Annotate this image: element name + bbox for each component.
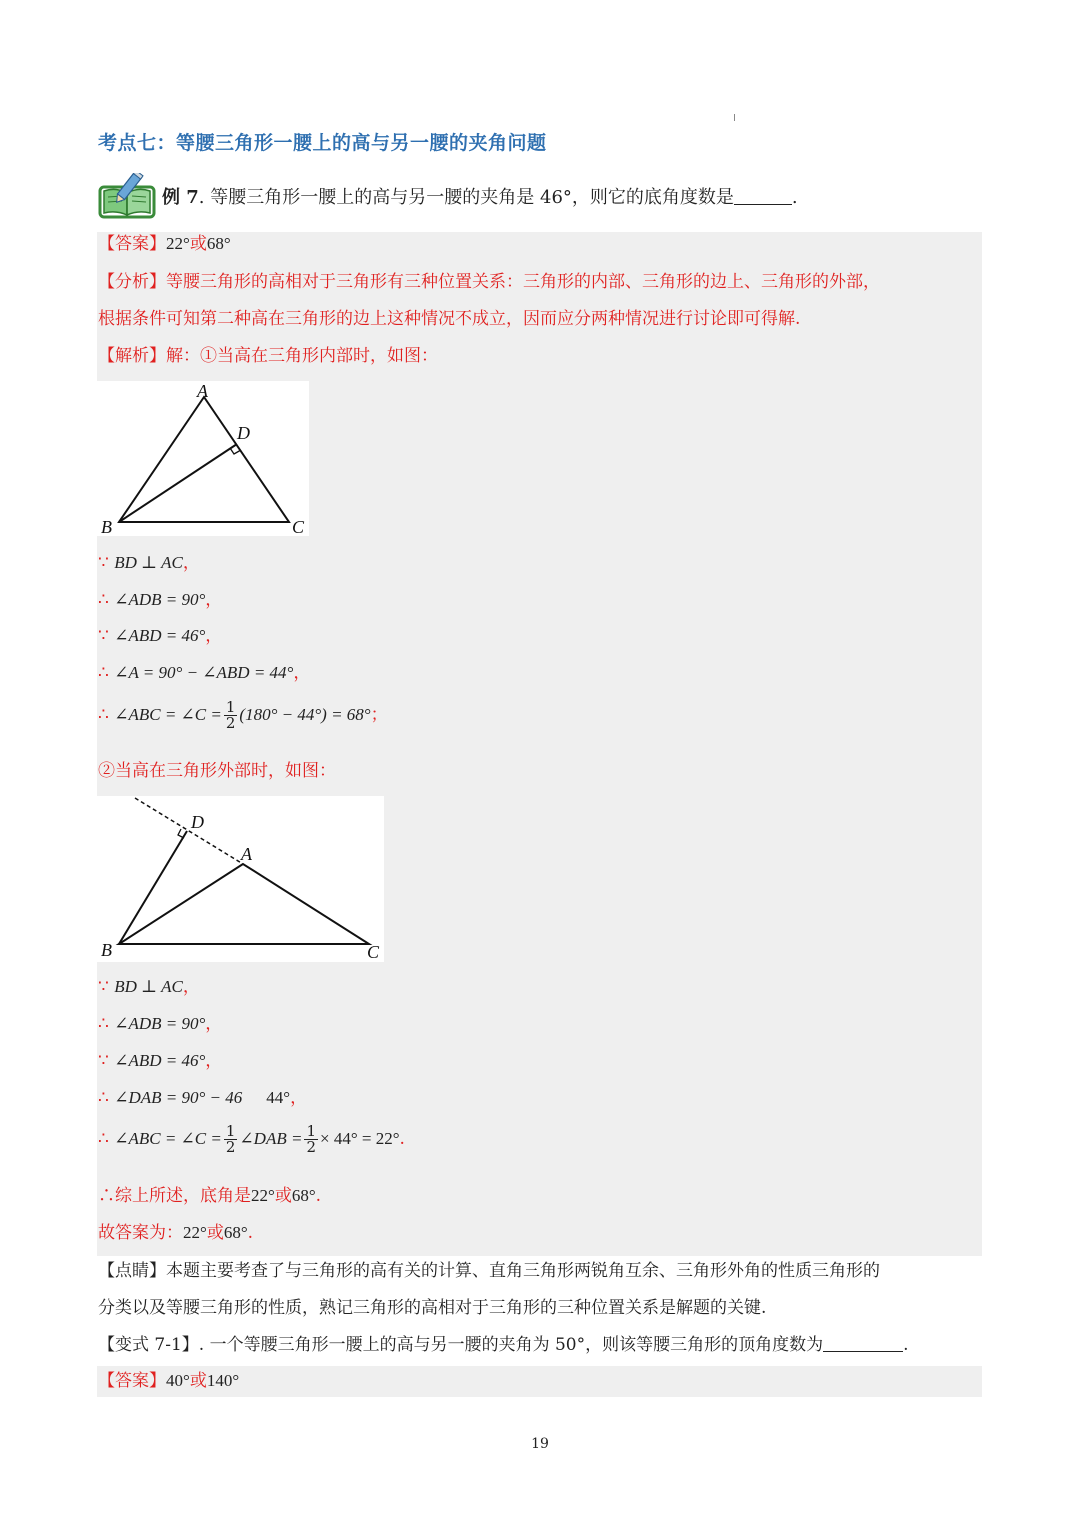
case2-step-1: ∵ BD ⊥ AC， bbox=[98, 977, 200, 997]
figure-2-triangle bbox=[97, 796, 384, 962]
summary-line: ∴综上所述，底角是22°或68°. bbox=[98, 1186, 322, 1206]
comment-line-1: 【点睛】本题主要考查了与三角形的高有关的计算、直角三角形两锐角互余、三角形外角的性质三角形的 bbox=[98, 1261, 880, 1281]
case1-step-1: ∵ BD ⊥ AC， bbox=[98, 553, 200, 573]
figure-1-label-d: D bbox=[237, 423, 250, 443]
variant-question: 【变式 7-1】. 一个等腰三角形一腰上的高与另一腰的夹角为 50°，则该等腰三角形的顶角度数为 . bbox=[98, 1335, 909, 1355]
comment-line-2: 分类以及等腰三角形的性质，熟记三角形的高相对于三角形的三种位置关系是解题的关键. bbox=[98, 1298, 767, 1318]
analysis-line-1 bbox=[98, 270, 880, 294]
case2-step-4: ∴ ∠DAB = 90° − 46 44°， bbox=[98, 1088, 308, 1108]
figure-2-label-a: A bbox=[241, 844, 252, 864]
analysis-text-1: 等腰三角形的高相对于三角形有三种位置关系：三角形的内部、三角形的边上、三角形的外部， bbox=[166, 272, 880, 292]
example-text: 等腰三角形一腰上的高与另一腰的夹角是 46°，则它的底角度数是 bbox=[210, 187, 734, 208]
answer-value-1: 22° bbox=[166, 234, 190, 253]
answer-line: 【答案】22°或68° bbox=[98, 234, 231, 254]
solution-intro-text: 解：①当高在三角形内部时，如图： bbox=[166, 346, 438, 366]
fraction-one-half-a: $\frac{1}{2}$ bbox=[225, 1122, 236, 1156]
solution-tag: 【解析】 bbox=[98, 346, 166, 366]
final-answer-line: 故答案为：22°或68°. bbox=[98, 1223, 254, 1243]
example-label: 例 7 bbox=[162, 187, 199, 208]
section-title: 考点七：等腰三角形一腰上的高与另一腰的夹角问题 bbox=[98, 132, 547, 154]
case1-step-5: ∴ ∠ABC = ∠C = $\frac{1}{2}$ (180° − 44°) = 68°； bbox=[98, 698, 388, 732]
solution-intro bbox=[98, 344, 438, 368]
figure-2-label-c: C bbox=[367, 942, 380, 962]
book-pencil-icon bbox=[98, 173, 158, 219]
variant-answer-line: 【答案】40°或140° bbox=[98, 1371, 240, 1391]
variant-answer-blank bbox=[823, 1333, 903, 1352]
figure-1-label-b: B bbox=[101, 517, 112, 536]
variant-tag: 【变式 7-1】 bbox=[98, 1335, 199, 1355]
figure-2-label-d: D bbox=[191, 812, 204, 832]
analysis-line-2: 根据条件可知第二种高在三角形的边上这种情况不成立，因而应分两种情况进行讨论即可得解. bbox=[98, 309, 801, 329]
comment-tag: 【点睛】 bbox=[98, 1261, 166, 1281]
answer-blank bbox=[734, 186, 792, 205]
answer-value-2: 68° bbox=[206, 234, 231, 253]
case1-step-3: ∵ ∠ABD = 46°， bbox=[98, 626, 223, 646]
case2-step-3: ∵ ∠ABD = 46°， bbox=[98, 1051, 223, 1071]
figure-1-label-a: A bbox=[197, 381, 208, 401]
case1-step-2: ∴ ∠ADB = 90°， bbox=[98, 590, 223, 610]
fraction-one-half: $\frac{1}{2}$ bbox=[225, 698, 236, 732]
answer-tag: 【答案】 bbox=[98, 234, 166, 254]
fraction-one-half-b: $\frac{1}{2}$ bbox=[306, 1122, 316, 1156]
figure-2-label-b: B bbox=[101, 940, 112, 960]
case2-step-5: ∴ ∠ABC = ∠C = $\frac{1}{2}$ ∠DAB = $\frac{1}{2}$ × 44° = 22°. bbox=[98, 1122, 405, 1156]
case2-intro: ②当高在三角形外部时，如图： bbox=[98, 761, 336, 781]
page-number: 19 bbox=[531, 1436, 549, 1452]
example-row bbox=[98, 172, 798, 220]
case1-step-4: ∴ ∠A = 90° − ∠ABD = 44°， bbox=[98, 663, 311, 683]
analysis-tag: 【分析】 bbox=[98, 272, 166, 292]
header-tick-mark bbox=[734, 114, 735, 121]
case2-step-2: ∴ ∠ADB = 90°， bbox=[98, 1014, 223, 1034]
figure-1-label-c: C bbox=[292, 517, 305, 536]
figure-1-triangle bbox=[97, 381, 309, 536]
example-statement: 例 7. 等腰三角形一腰上的高与另一腰的夹角是 46°，则它的底角度数是 . bbox=[162, 187, 798, 208]
